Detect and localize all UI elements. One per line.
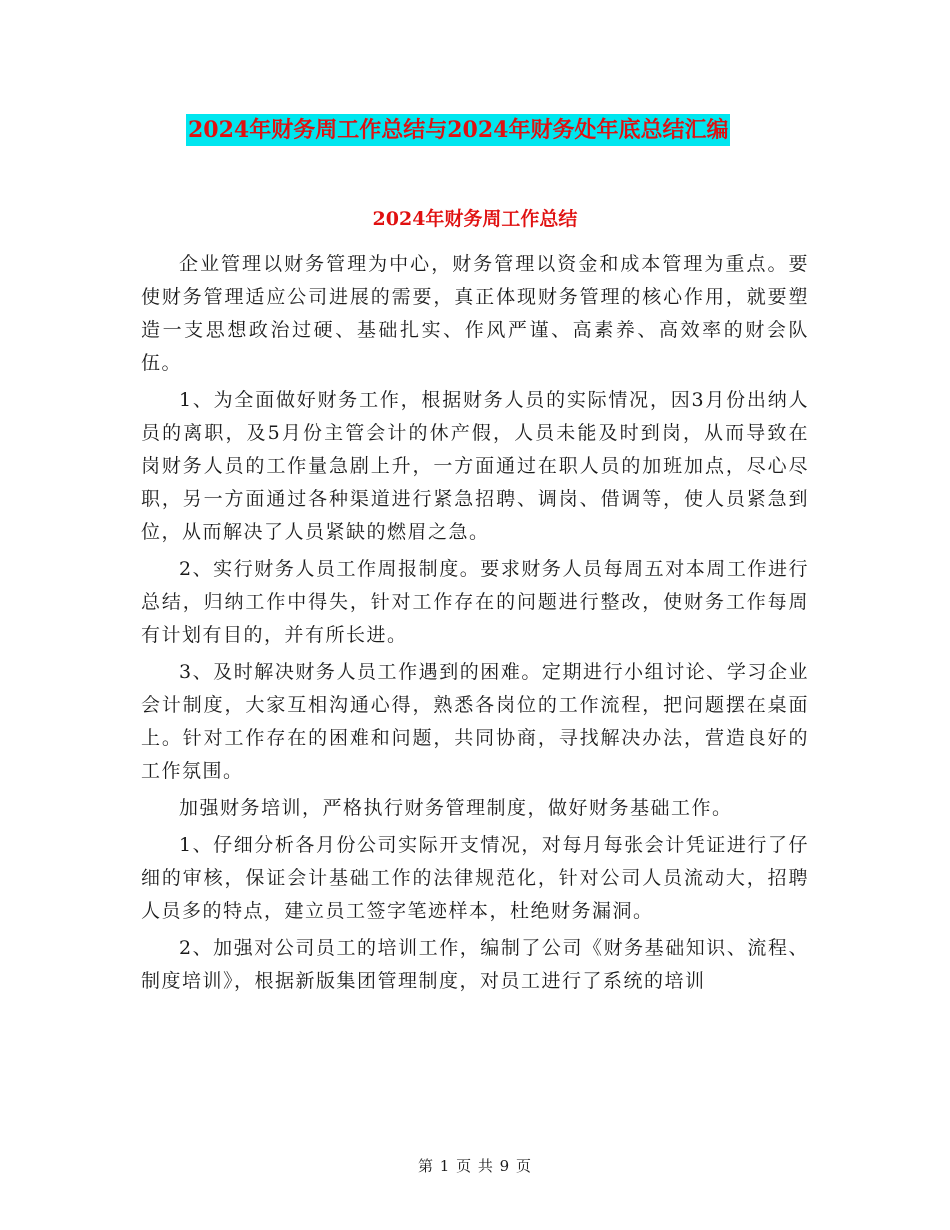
document-title: 2024年财务周工作总结与2024年财务处年底总结汇编 (186, 114, 730, 146)
document-body (141, 248, 809, 1002)
paragraph-item-3: 3、及时解决财务人员工作遇到的困难。定期进行小组讨论、学习企业会计制度，大家互相沟通心得，熟悉各岗位的工作流程，把问题摆在桌面上。针对工作存在的困难和问题，共同协商，寻找解决办法，营造良好的工作氛围。 (141, 661, 809, 782)
section-subtitle: 2024年财务周工作总结 (372, 208, 578, 230)
paragraph-item-2: 2、实行财务人员工作周报制度。要求财务人员每周五对本周工作进行总结，归纳工作中得失，针对工作存在的问题进行整改，使财务工作每周有计划有目的，并有所长进。 (141, 558, 809, 646)
page-footer: 第 1 页 共 9 页 (418, 1157, 532, 1175)
paragraph-intro: 企业管理以财务管理为中心，财务管理以资金和成本管理为重点。要使财务管理适应公司进展的需要，真正体现财务管理的核心作用，就要塑造一支思想政治过硬、基础扎实、作风严谨、高素养、高效率的财会队伍。 (141, 253, 809, 374)
paragraph-item-1: 1、为全面做好财务工作，根据财务人员的实际情况，因3月份出纳人员的离职，及5月份主管会计的休产假，人员未能及时到岗，从而导致在岗财务人员的工作量急剧上升，一方面通过在职人员的加班加点，尽心尽职，另一方面通过各种渠道进行紧急招聘、调岗、借调等，使人员紧急到位，从而解决了人员紧缺的燃眉之急。 (141, 389, 809, 543)
paragraph-training-2: 2、加强对公司员工的培训工作，编制了公司《财务基础知识、流程、制度培训》，根据新版集团管理制度，对员工进行了系统的培训 (141, 937, 809, 992)
paragraph-training-heading: 加强财务培训，严格执行财务管理制度，做好财务基础工作。 (179, 797, 733, 819)
paragraph-training-1: 1、仔细分析各月份公司实际开支情况，对每月每张会计凭证进行了仔细的审核，保证会计基础工作的法律规范化，针对公司人员流动大，招聘人员多的特点，建立员工签字笔迹样本，杜绝财务漏洞。 (141, 834, 809, 922)
